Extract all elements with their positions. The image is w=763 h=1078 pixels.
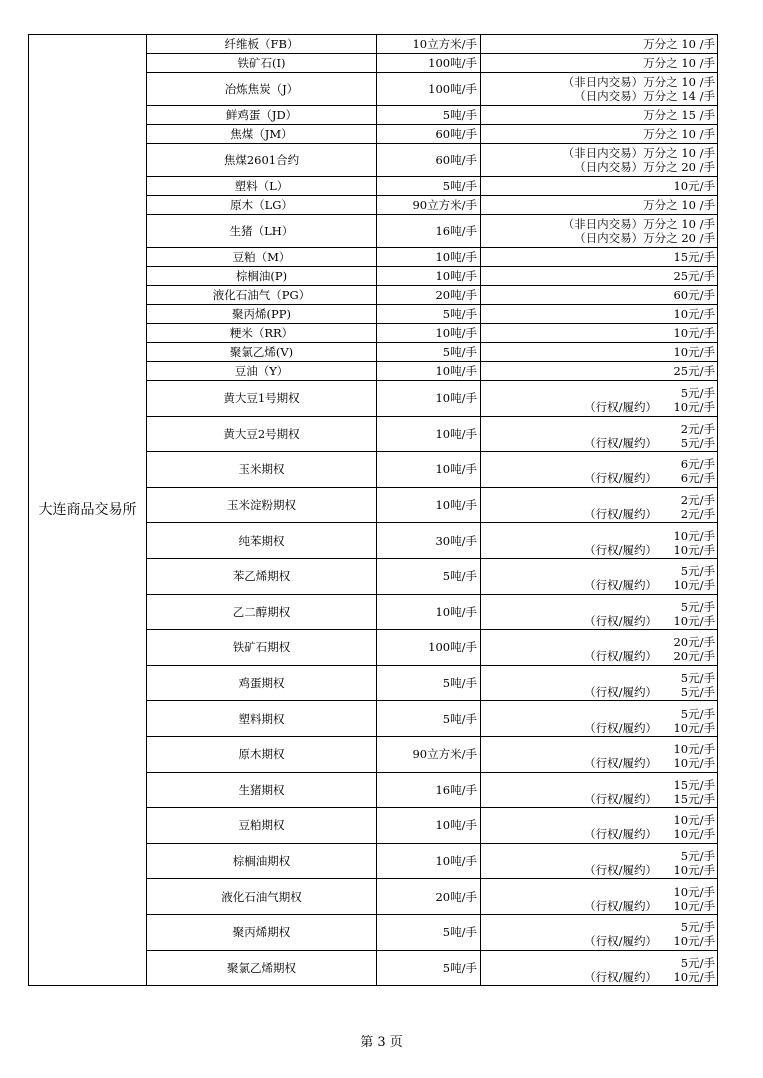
option-name: 塑料期权 <box>147 701 377 737</box>
trading-unit: 5吨/手 <box>377 701 481 737</box>
contract-name: 焦煤（JM） <box>147 125 377 144</box>
trade-fee: 10元/手 <box>673 528 715 543</box>
fee-cell <box>481 286 718 305</box>
option-name: 聚氯乙烯期权 <box>147 950 377 986</box>
option-name: 铁矿石期权 <box>147 630 377 666</box>
trading-unit: 16吨/手 <box>377 772 481 808</box>
option-name: 黄大豆1号期权 <box>147 381 377 417</box>
exercise-fee: 10元/手 <box>673 756 715 771</box>
fee-cell <box>481 324 718 343</box>
fee-cell <box>481 452 718 488</box>
exercise-fee: 2元/手 <box>680 507 715 522</box>
fee-line: 15元/手 <box>673 250 715 264</box>
exercise-label: （行权/履约） <box>584 934 657 949</box>
fee-cell <box>481 362 718 381</box>
trade-fee: 2元/手 <box>680 493 715 508</box>
trading-unit: 5吨/手 <box>377 177 481 196</box>
trade-fee: 6元/手 <box>680 457 715 472</box>
fee-line: 60元/手 <box>673 288 715 302</box>
fee-cell <box>481 125 718 144</box>
fee-cell <box>481 381 718 417</box>
trading-unit: 90立方米/手 <box>377 736 481 772</box>
contract-name: 冶炼焦炭（J） <box>147 73 377 106</box>
fee-cell <box>481 630 718 666</box>
contract-name: 豆油（Y） <box>147 362 377 381</box>
exercise-fee: 6元/手 <box>680 471 715 486</box>
trade-fee: 10元/手 <box>673 884 715 899</box>
exercise-label: （行权/履约） <box>584 720 657 735</box>
exercise-fee: 10元/手 <box>673 613 715 628</box>
trading-unit: 20吨/手 <box>377 879 481 915</box>
trading-unit: 10吨/手 <box>377 248 481 267</box>
fee-line: （非日内交易）万分之 10 /手 <box>562 217 715 231</box>
contract-name: 聚氯乙烯(V) <box>147 343 377 362</box>
trade-fee: 5元/手 <box>680 564 715 579</box>
exercise-fee: 10元/手 <box>673 578 715 593</box>
exercise-fee: 20元/手 <box>673 649 715 664</box>
fee-cell <box>481 177 718 196</box>
trade-fee: 5元/手 <box>680 599 715 614</box>
trading-unit: 10立方米/手 <box>377 35 481 54</box>
trade-fee: 10元/手 <box>673 742 715 757</box>
option-fee <box>484 883 715 911</box>
option-name: 鸡蛋期权 <box>147 665 377 701</box>
trading-unit: 100吨/手 <box>377 630 481 666</box>
fee-line: 万分之 10 /手 <box>643 198 715 212</box>
fee-cell <box>481 54 718 73</box>
option-fee <box>484 562 715 593</box>
option-fee <box>484 918 715 949</box>
trading-unit: 5吨/手 <box>377 914 481 950</box>
option-fee <box>484 811 715 842</box>
exercise-fee: 10元/手 <box>673 863 715 878</box>
option-name: 棕榈油期权 <box>147 843 377 879</box>
option-fee <box>484 491 715 522</box>
fee-line: 万分之 10 /手 <box>643 37 715 51</box>
exercise-fee: 10元/手 <box>673 542 715 557</box>
contract-name: 聚丙烯(PP) <box>147 305 377 324</box>
page-number: 第 3 页 <box>360 1035 403 1050</box>
trade-fee: 5元/手 <box>680 386 715 401</box>
option-name: 液化石油气期权 <box>147 879 377 915</box>
fee-cell <box>481 416 718 452</box>
trading-unit: 10吨/手 <box>377 487 481 523</box>
trading-unit: 16吨/手 <box>377 215 481 248</box>
trading-unit: 5吨/手 <box>377 106 481 125</box>
fee-cell <box>481 248 718 267</box>
exercise-fee: 10元/手 <box>673 969 715 984</box>
fee-line: 万分之 10 /手 <box>643 56 715 70</box>
fee-line: （日内交易）万分之 20 /手 <box>574 231 715 245</box>
contract-name: 棕榈油(P) <box>147 267 377 286</box>
exercise-label: （行权/履约） <box>584 685 657 700</box>
trading-unit: 5吨/手 <box>377 305 481 324</box>
fee-cell <box>481 305 718 324</box>
fee-line: （日内交易）万分之 14 /手 <box>574 89 715 103</box>
trade-fee: 10元/手 <box>673 813 715 828</box>
fee-cell <box>481 558 718 594</box>
exercise-fee: 10元/手 <box>673 720 715 735</box>
option-fee <box>484 669 715 700</box>
exercise-label: （行权/履约） <box>584 969 657 984</box>
fee-line: 10元/手 <box>673 179 715 193</box>
contract-name: 粳米（RR） <box>147 324 377 343</box>
option-fee <box>484 455 715 486</box>
trading-unit: 10吨/手 <box>377 362 481 381</box>
contract-name: 铁矿石(I) <box>147 54 377 73</box>
option-fee <box>484 847 715 878</box>
exercise-label: （行权/履约） <box>584 756 657 771</box>
contract-name: 液化石油气（PG） <box>147 286 377 305</box>
exercise-fee: 10元/手 <box>673 898 715 913</box>
exercise-fee: 10元/手 <box>673 827 715 842</box>
trading-unit: 60吨/手 <box>377 125 481 144</box>
trading-unit: 5吨/手 <box>377 558 481 594</box>
fee-cell <box>481 343 718 362</box>
exercise-label: （行权/履约） <box>584 827 657 842</box>
trading-unit: 30吨/手 <box>377 523 481 559</box>
trading-unit: 60吨/手 <box>377 144 481 177</box>
contract-name: 豆粕（M） <box>147 248 377 267</box>
exercise-fee: 15元/手 <box>673 791 715 806</box>
fee-line: 万分之 15 /手 <box>643 108 715 122</box>
exercise-label: （行权/履约） <box>584 898 657 913</box>
fee-cell <box>481 35 718 54</box>
option-name: 纯苯期权 <box>147 523 377 559</box>
option-fee <box>484 384 715 415</box>
fee-cell <box>481 523 718 559</box>
exercise-label: （行权/履约） <box>584 791 657 806</box>
trade-fee: 20元/手 <box>673 635 715 650</box>
trading-unit: 10吨/手 <box>377 808 481 844</box>
exercise-label: （行权/履约） <box>584 400 657 415</box>
trade-fee: 5元/手 <box>680 849 715 864</box>
trading-unit: 5吨/手 <box>377 665 481 701</box>
trading-unit: 100吨/手 <box>377 73 481 106</box>
option-name: 玉米期权 <box>147 452 377 488</box>
fee-line: 25元/手 <box>673 364 715 378</box>
trade-fee: 5元/手 <box>680 671 715 686</box>
fee-cell <box>481 196 718 215</box>
fee-table <box>28 34 718 986</box>
exercise-fee: 10元/手 <box>673 934 715 949</box>
contract-name: 原木（LG） <box>147 196 377 215</box>
exercise-label: （行权/履约） <box>584 613 657 628</box>
trading-unit: 10吨/手 <box>377 267 481 286</box>
fee-cell <box>481 701 718 737</box>
fee-cell <box>481 950 718 986</box>
exercise-label: （行权/履约） <box>584 471 657 486</box>
fee-cell <box>481 843 718 879</box>
option-name: 苯乙烯期权 <box>147 558 377 594</box>
fee-cell <box>481 73 718 106</box>
fee-line: 25元/手 <box>673 269 715 283</box>
exercise-fee: 10元/手 <box>673 400 715 415</box>
exercise-label: （行权/履约） <box>584 435 657 450</box>
trading-unit: 90立方米/手 <box>377 196 481 215</box>
option-fee <box>484 705 715 733</box>
fee-cell <box>481 267 718 286</box>
trade-fee: 2元/手 <box>680 421 715 436</box>
option-fee <box>484 740 715 771</box>
fee-line: 万分之 10 /手 <box>643 127 715 141</box>
exchange-name: 大连商品交易所 <box>29 35 147 986</box>
table-row <box>29 35 718 54</box>
exercise-label: （行权/履约） <box>584 863 657 878</box>
option-fee <box>484 598 715 626</box>
trade-fee: 5元/手 <box>680 706 715 721</box>
fee-line: 10元/手 <box>673 326 715 340</box>
option-fee <box>484 420 715 448</box>
exercise-label: （行权/履约） <box>584 649 657 664</box>
trading-unit: 10吨/手 <box>377 843 481 879</box>
option-fee <box>484 776 715 804</box>
contract-name: 塑料（L） <box>147 177 377 196</box>
trade-fee: 15元/手 <box>673 777 715 792</box>
trading-unit: 100吨/手 <box>377 54 481 73</box>
option-name: 豆粕期权 <box>147 808 377 844</box>
option-name: 玉米淀粉期权 <box>147 487 377 523</box>
fee-cell <box>481 594 718 630</box>
exercise-fee: 5元/手 <box>680 685 715 700</box>
fee-cell <box>481 106 718 125</box>
fee-cell <box>481 665 718 701</box>
fee-cell <box>481 736 718 772</box>
trade-fee: 5元/手 <box>680 955 715 970</box>
exercise-label: （行权/履约） <box>584 542 657 557</box>
option-name: 原木期权 <box>147 736 377 772</box>
trading-unit: 5吨/手 <box>377 343 481 362</box>
fee-line: 10元/手 <box>673 307 715 321</box>
fee-cell <box>481 808 718 844</box>
option-fee <box>484 527 715 555</box>
fee-line: （日内交易）万分之 20 /手 <box>574 160 715 174</box>
trading-unit: 10吨/手 <box>377 324 481 343</box>
trading-unit: 20吨/手 <box>377 286 481 305</box>
option-name: 乙二醇期权 <box>147 594 377 630</box>
fee-cell <box>481 144 718 177</box>
option-name: 聚丙烯期权 <box>147 914 377 950</box>
trading-unit: 10吨/手 <box>377 381 481 417</box>
fee-cell <box>481 879 718 915</box>
option-fee <box>484 633 715 664</box>
option-name: 黄大豆2号期权 <box>147 416 377 452</box>
exercise-label: （行权/履约） <box>584 578 657 593</box>
fee-line: （非日内交易）万分之 10 /手 <box>562 75 715 89</box>
exercise-label: （行权/履约） <box>584 507 657 522</box>
fee-cell <box>481 914 718 950</box>
option-name: 生猪期权 <box>147 772 377 808</box>
fee-cell <box>481 215 718 248</box>
contract-name: 焦煤2601合约 <box>147 144 377 177</box>
fee-cell <box>481 487 718 523</box>
trading-unit: 5吨/手 <box>377 950 481 986</box>
fee-line: 10元/手 <box>673 345 715 359</box>
trading-unit: 10吨/手 <box>377 452 481 488</box>
option-fee <box>484 954 715 982</box>
trade-fee: 5元/手 <box>680 920 715 935</box>
contract-name: 生猪（LH） <box>147 215 377 248</box>
contract-name: 鲜鸡蛋（JD） <box>147 106 377 125</box>
fee-line: （非日内交易）万分之 10 /手 <box>562 146 715 160</box>
fee-cell <box>481 772 718 808</box>
trading-unit: 10吨/手 <box>377 416 481 452</box>
exercise-fee: 5元/手 <box>680 435 715 450</box>
contract-name: 纤维板（FB） <box>147 35 377 54</box>
trading-unit: 10吨/手 <box>377 594 481 630</box>
